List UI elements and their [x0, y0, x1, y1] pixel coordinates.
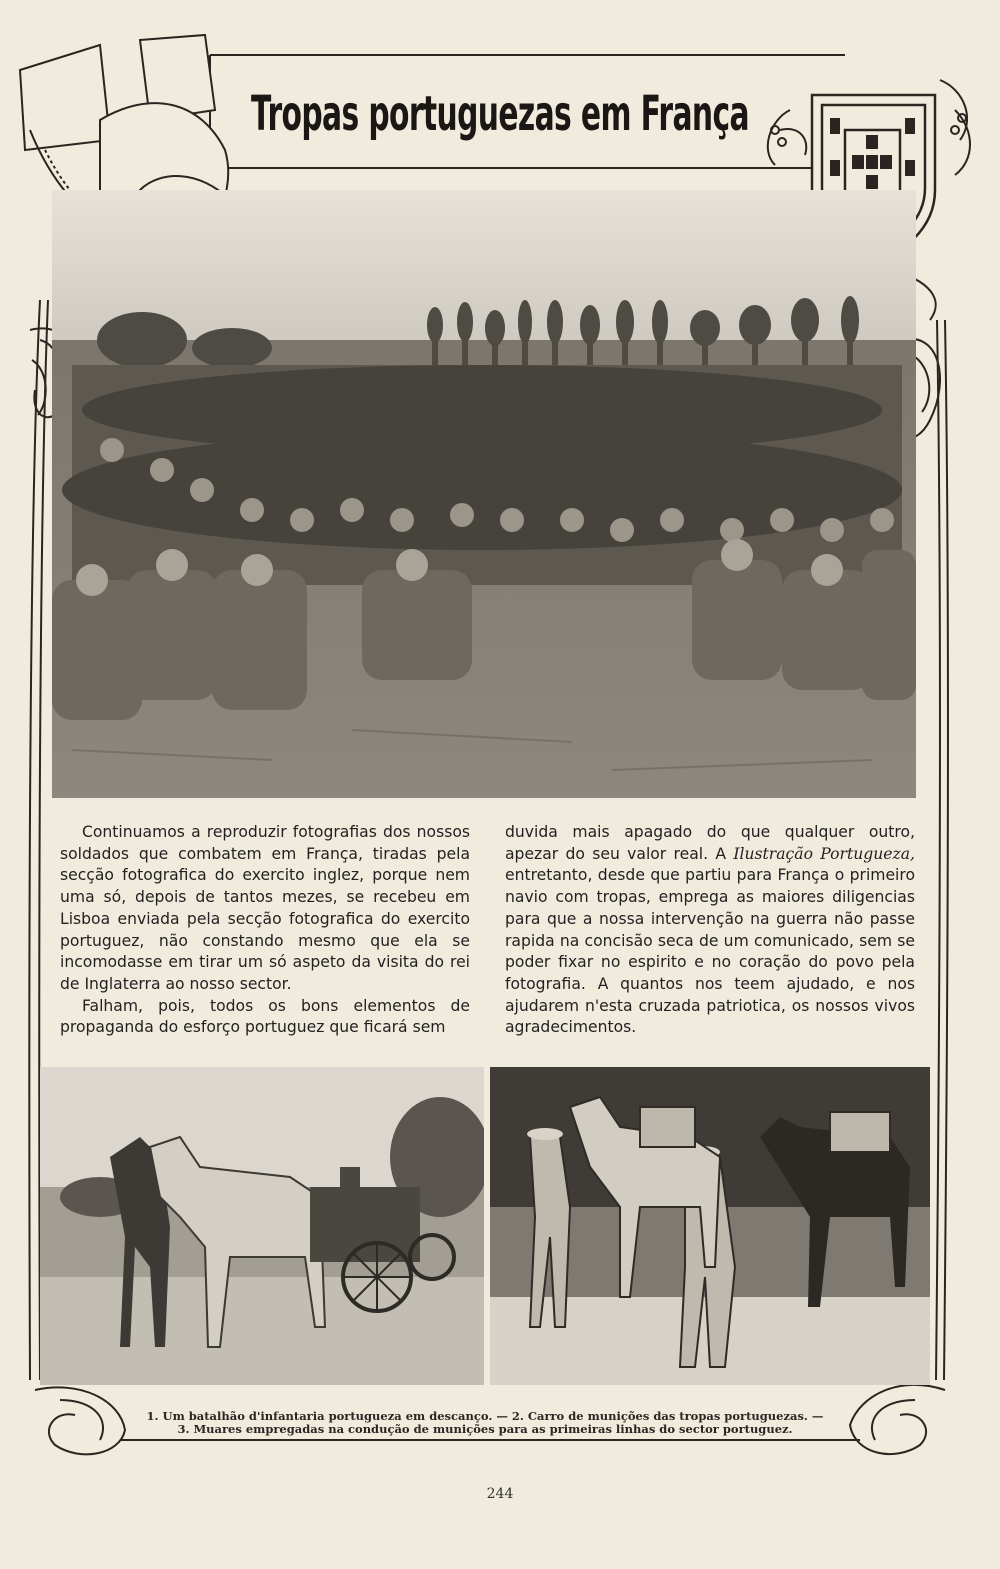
article-column-left: [60, 822, 470, 1039]
article-column-right: [505, 822, 915, 1039]
photo-ammunition-cart: [40, 1067, 484, 1385]
article-text: entretanto, desde que partiu para França o primeiro navio com tropas, emprega as maiores diligencias para que a nossa intervenção na guerra não passe rapida na concisão seca de um comunicado, sem se poder fixar no espirito e no coração do povo pela fotografia. A quantos nos teem ajudado, e nos ajudarem n'esta cruzada patriotica, os nossos vivos agradecimentos.: [505, 866, 915, 1037]
photo-mules-ammunition: [490, 1067, 930, 1385]
page-title: Tropas portuguezas em França: [251, 86, 749, 142]
article-paragraph: Falham, pois, todos os bons elementos de propaganda do esforço portuguez que ficará sem: [60, 996, 470, 1037]
article-paragraph: Continuamos a reproduzir fotografias dos nossos soldados que combatem em França, tiradas pela secção fotografica do exercito inglez, porque nem uma só, depois de tantos mezes, se recebeu em Lisboa enviada pela secção fotografica do exercito portuguez, não constando mesmo que ela se incomodasse em tirar um só aspeto da visita do rei de Inglaterra ao nosso sector.: [60, 823, 470, 993]
page-number: 244: [486, 1486, 514, 1502]
photo-caption: 1. Um batalhão d'infantaria portugueza em descanço. — 2. Carro de munições das tropas portuguezas. — 3. Muares empregadas na condução de munições para as primeiras linhas do sector portuguez.: [146, 1409, 824, 1436]
magazine-name: Ilustração Portugueza,: [733, 844, 915, 863]
photo-infantry-battalion: [52, 190, 916, 798]
article-text: duvida mais apagado do que qualquer outro, apezar do seu valor real. A: [505, 823, 915, 863]
article-paragraph: [505, 822, 915, 1039]
flourish-bottom-left: [35, 1387, 125, 1454]
flourish-bottom-right: [850, 1385, 945, 1454]
